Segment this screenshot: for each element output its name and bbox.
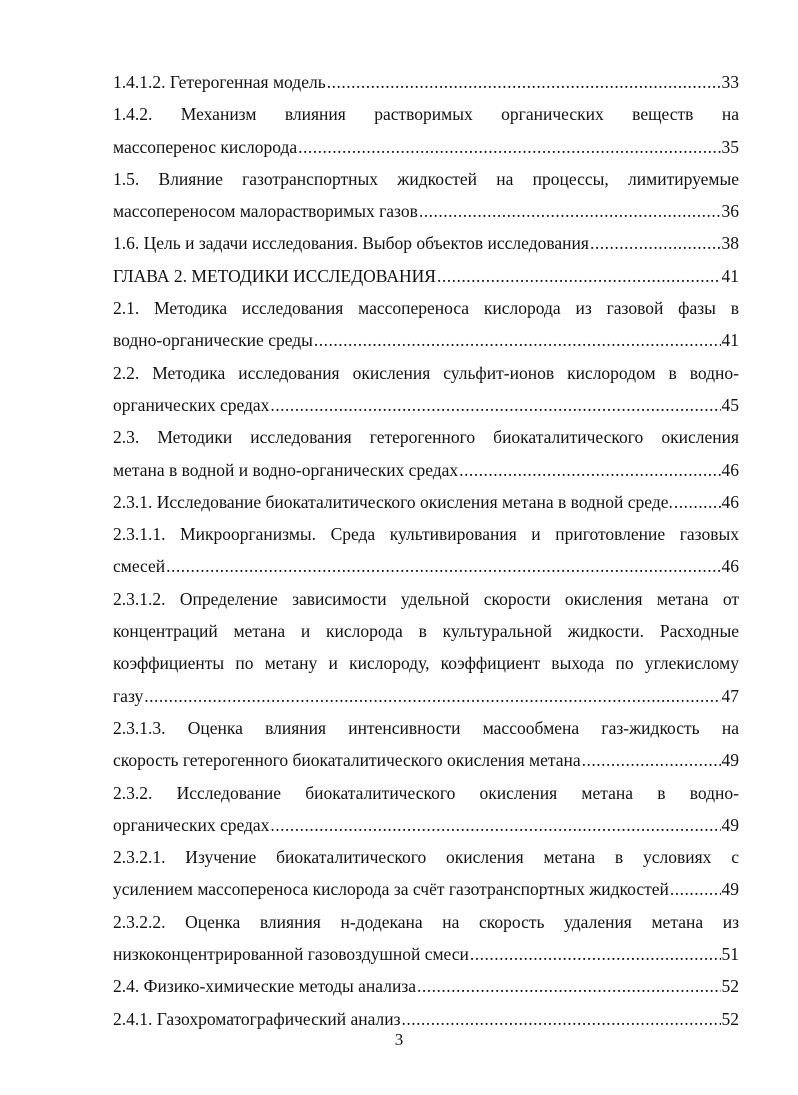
toc-entry-last-line	[113, 389, 739, 421]
toc-entry-page: 46	[721, 491, 739, 512]
toc-entry-page: 49	[721, 814, 739, 835]
toc-leader-dots	[419, 195, 721, 227]
toc-entry-title: 2.3.1. Исследование биокаталитического окисления метана в водной среде.	[113, 491, 673, 512]
toc-entry	[113, 712, 739, 777]
toc-entry-title: низкоконцентрированной газовоздушной смеси	[113, 944, 469, 965]
toc-entry-last-line	[113, 454, 739, 486]
toc-leader-dots	[590, 227, 721, 259]
toc-entry	[113, 66, 739, 98]
toc-entry-line: концентраций метана и кислорода в культуральной жидкости. Расходные	[113, 621, 739, 642]
toc-entry	[113, 357, 739, 422]
toc-entry-line: 2.3.1.1. Микроорганизмы. Среда культивирования и приготовление газовых	[113, 524, 739, 545]
toc-entry-last-line	[113, 324, 739, 356]
toc-entry	[113, 163, 739, 228]
toc-leader-dots	[270, 809, 720, 841]
toc-leader-dots	[674, 486, 721, 518]
toc-entry-title: 2.4. Физико-химические методы анализа	[113, 976, 416, 997]
toc-leader-dots	[327, 66, 721, 98]
toc-entry-page: 52	[721, 976, 739, 997]
toc-entry	[113, 906, 739, 971]
toc-entry-last-line	[113, 550, 739, 582]
toc-entry-last-line	[113, 970, 739, 1002]
toc-entry-title: массопереносом малорастворимых газов	[113, 201, 418, 222]
toc-entry-line: 2.3.2.2. Оценка влияния н-додекана на скорость удаления метана из	[113, 911, 739, 932]
toc-entry-line: 2.3.2. Исследование биокаталитического окисления метана в водно-	[113, 782, 739, 803]
toc-entry-line: 2.2. Методика исследования окисления сульфит-ионов кислородом в водно-	[113, 362, 739, 383]
toc-entry-page: 46	[721, 556, 739, 577]
toc-entry-last-line	[113, 809, 739, 841]
toc-entry-line: 1.5. Влияние газотранспортных жидкостей на процессы, лимитируемые	[113, 168, 739, 189]
toc-entry-line: 1.4.2. Механизм влияния растворимых органических веществ на	[113, 104, 739, 125]
toc-entry-title: органических средах	[113, 814, 270, 835]
toc-entry-page: 36	[721, 201, 739, 222]
toc-entry	[113, 841, 739, 906]
toc-entry	[113, 421, 739, 486]
toc-entry-page: 52	[721, 1008, 739, 1029]
toc-entry-last-line	[113, 873, 739, 905]
toc-leader-dots	[459, 454, 720, 486]
toc-entry-last-line	[113, 744, 739, 776]
toc-leader-dots	[166, 550, 720, 582]
toc-entry	[113, 292, 739, 357]
toc-entry	[113, 260, 739, 292]
toc-leader-dots	[437, 260, 721, 292]
toc-leader-dots	[314, 324, 721, 356]
toc-entry-page: 45	[721, 394, 739, 415]
toc-entry-title: 1.6. Цель и задачи исследования. Выбор объектов исследования	[113, 233, 589, 254]
toc-leader-dots	[670, 873, 721, 905]
toc-entry-title: ГЛАВА 2. МЕТОДИКИ ИССЛЕДОВАНИЯ	[113, 265, 436, 286]
toc-entry-line: коэффициенты по метану и кислороду, коэффициент выхода по углекислому	[113, 653, 739, 674]
toc-entry-title: усилением массопереноса кислорода за счёт газотранспортных жидкостей	[113, 879, 669, 900]
toc-entry-title: массоперенос кислорода	[113, 136, 298, 157]
toc-entry-page: 41	[721, 265, 739, 286]
toc-entry-page: 33	[721, 72, 739, 92]
table-of-contents	[113, 66, 739, 1035]
toc-entry-title: скорость гетерогенного биокаталитического окисления метана	[113, 750, 581, 771]
toc-entry-last-line	[113, 195, 739, 227]
toc-entry-line: 2.3. Методики исследования гетерогенного биокаталитического окисления	[113, 427, 739, 448]
toc-entry-page: 49	[721, 750, 739, 771]
toc-leader-dots	[582, 744, 721, 776]
toc-entry-page: 51	[721, 944, 739, 965]
toc-entry	[113, 777, 739, 842]
toc-entry-page: 47	[721, 685, 739, 706]
page-number: 3	[394, 1030, 404, 1049]
toc-entry-title: 2.4.1. Газохроматографический анализ	[113, 1008, 401, 1029]
toc-leader-dots	[298, 131, 720, 163]
toc-entry-last-line	[113, 131, 739, 163]
toc-leader-dots	[417, 970, 721, 1002]
toc-entry-last-line	[113, 227, 739, 259]
toc-entry-title: газу	[113, 685, 144, 706]
toc-entry-last-line	[113, 486, 739, 518]
toc-entry	[113, 486, 739, 518]
toc-entry	[113, 518, 739, 583]
toc-entry-line: 2.3.1.2. Определение зависимости удельной скорости окисления метана от	[113, 588, 739, 609]
toc-entry-page: 41	[721, 330, 739, 351]
toc-entry-last-line	[113, 260, 739, 292]
toc-entry-last-line	[113, 66, 739, 98]
toc-entry	[113, 227, 739, 259]
toc-entry-title: смесей	[113, 556, 166, 577]
toc-entry-title: 1.4.1.2. Гетерогенная модель	[113, 72, 326, 92]
toc-entry-last-line	[113, 680, 739, 712]
toc-entry-page: 38	[721, 233, 739, 254]
toc-entry-last-line	[113, 938, 739, 970]
toc-entry-title: водно-органические среды	[113, 330, 313, 351]
toc-entry	[113, 970, 739, 1002]
toc-entry-title: органических средах	[113, 394, 270, 415]
toc-leader-dots	[270, 389, 720, 421]
toc-entry-line: 2.1. Методика исследования массопереноса кислорода из газовой фазы в	[113, 298, 739, 319]
toc-entry-title: метана в водной и водно-органических средах	[113, 459, 459, 480]
toc-entry	[113, 583, 739, 712]
toc-entry-page: 35	[721, 136, 739, 157]
toc-leader-dots	[144, 680, 720, 712]
toc-entry	[113, 98, 739, 163]
toc-entry-line: 2.3.2.1. Изучение биокаталитического окисления метана в условиях с	[113, 847, 739, 868]
toc-entry-page: 49	[721, 879, 739, 900]
toc-leader-dots	[470, 938, 721, 970]
toc-entry-line: 2.3.1.3. Оценка влияния интенсивности массообмена газ-жидкость на	[113, 717, 739, 738]
toc-entry-page: 46	[721, 459, 739, 480]
